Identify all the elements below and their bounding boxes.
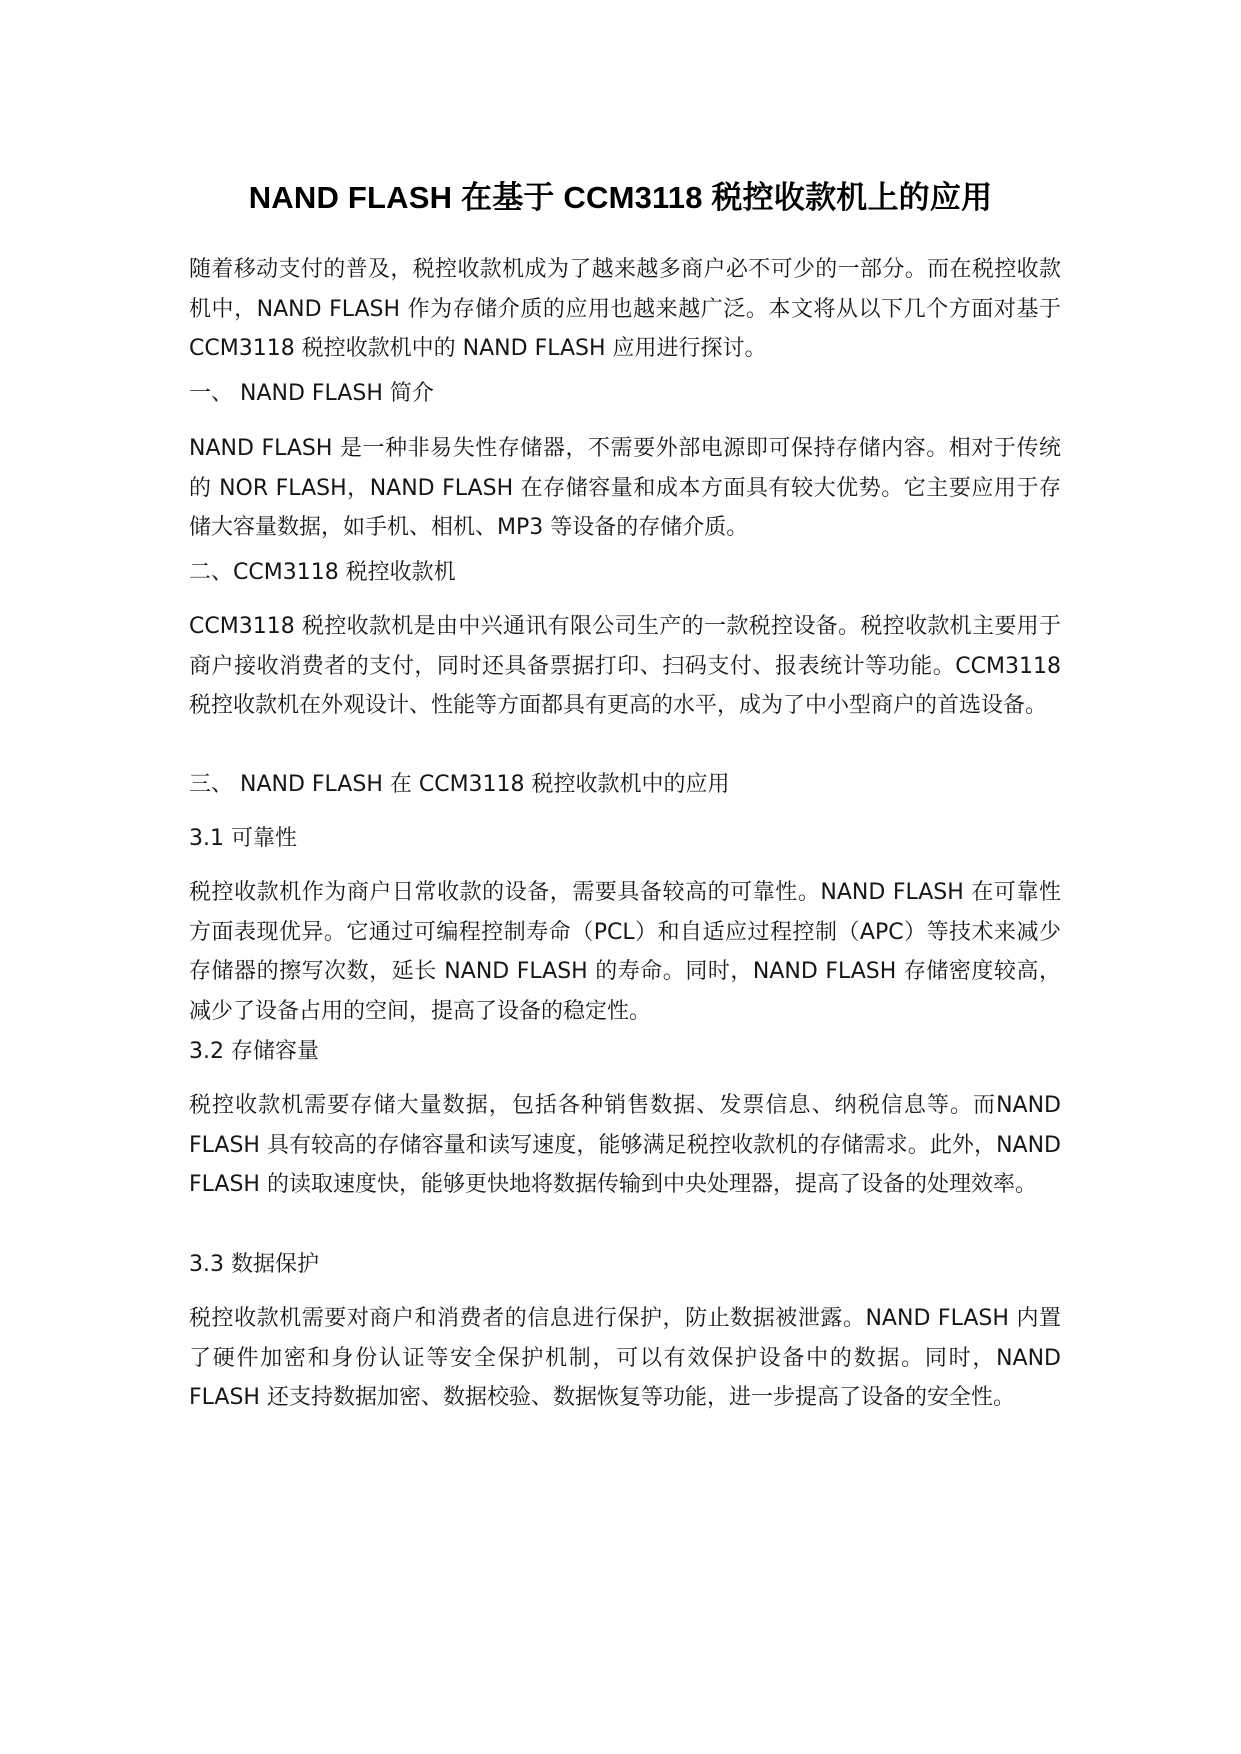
subsection-heading-3-2: 3.2 存储容量: [189, 1039, 319, 1064]
section-heading-1: 一、 NAND FLASH 简介: [189, 381, 434, 406]
section-heading-3: 三、 NAND FLASH 在 CCM3118 税控收款机中的应用: [189, 772, 730, 797]
section-1-paragraph: NAND FLASH 是一种非易失性存储器，不需要外部电源即可保持存储内容。相对于传统的 NOR FLASH，NAND FLASH 在存储容量和成本方面具有较大优势。它主要应用于存储大容量数据，如手机、相机、MP3 等设备的存储介质。: [189, 436, 1061, 540]
subsection-heading-3-3: 3.3 数据保护: [189, 1252, 319, 1277]
document-title: NAND FLASH 在基于 CCM3118 税控收款机上的应用: [248, 180, 993, 215]
subsection-heading-3-1: 3.1 可靠性: [189, 826, 297, 851]
subsection-3-2-paragraph: 税控收款机需要存储大量数据，包括各种销售数据、发票信息、纳税信息等。而NAND FLASH 具有较高的存储容量和读写速度，能够满足税控收款机的存储需求。此外，NAND FLASH 的读取速度快，能够更快地将数据传输到中央处理器，提高了设备的处理效率。: [189, 1093, 1061, 1197]
subsection-3-1-paragraph: 税控收款机作为商户日常收款的设备，需要具备较高的可靠性。NAND FLASH 在可靠性方面表现优异。它通过可编程控制寿命（PCL）和自适应过程控制（APC）等技术来减少存储器的擦写次数，延长 NAND FLASH 的寿命。同时，NAND FLASH 存储密度较高，减少了设备占用的空间，提高了设备的稳定性。: [189, 880, 1061, 1024]
section-2-paragraph: CCM3118 税控收款机是由中兴通讯有限公司生产的一款税控设备。税控收款机主要用于商户接收消费者的支付，同时还具备票据打印、扫码支付、报表统计等功能。CCM3118 税控收款机在外观设计、性能等方面都具有更高的水平，成为了中小型商户的首选设备。: [189, 614, 1061, 718]
intro-paragraph: 随着移动支付的普及，税控收款机成为了越来越多商户必不可少的一部分。而在税控收款机中，NAND FLASH 作为存储介质的应用也越来越广泛。本文将从以下几个方面对基于 CCM3118 税控收款机中的 NAND FLASH 应用进行探讨。: [189, 257, 1061, 361]
section-heading-2: 二、CCM3118 税控收款机: [189, 560, 456, 585]
subsection-3-3-paragraph: 税控收款机需要对商户和消费者的信息进行保护，防止数据被泄露。NAND FLASH 内置了硬件加密和身份认证等安全保护机制，可以有效保护设备中的数据。同时，NAND FLASH 还支持数据加密、数据校验、数据恢复等功能，进一步提高了设备的安全性。: [189, 1306, 1061, 1410]
